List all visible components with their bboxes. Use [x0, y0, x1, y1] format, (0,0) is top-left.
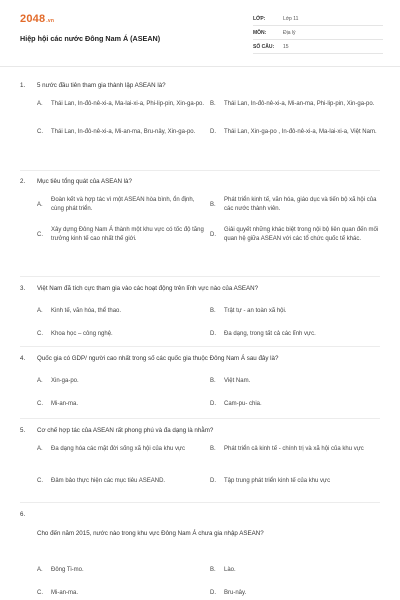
- option-text: Đoàn kết và hợp tác vì một ASEAN hòa bình, ổn định, cùng phát triển.: [51, 197, 195, 212]
- option-letter: B.: [210, 101, 216, 107]
- option-b[interactable]: [210, 307, 382, 316]
- question-1: [20, 81, 380, 160]
- option-text: Phát triển cả kinh tế - chính trị và xã hội của khu vực: [224, 446, 364, 452]
- meta-value: Địa lý: [283, 29, 296, 36]
- meta-label: MÔN:: [253, 29, 267, 36]
- option-text: Mi-an-ma.: [51, 590, 79, 596]
- option-letter: D.: [210, 590, 216, 596]
- option-c[interactable]: [37, 477, 209, 486]
- option-c[interactable]: [37, 400, 209, 409]
- question-text: Việt Nam đã tích cực tham gia vào các hoạt động trên lĩnh vực nào của ASEAN?: [37, 285, 259, 292]
- option-b[interactable]: [210, 445, 382, 454]
- info-panel: [253, 12, 383, 54]
- option-c[interactable]: [37, 330, 209, 339]
- option-c[interactable]: [37, 128, 209, 137]
- option-text: Đa dạng hóa các mặt đời sống xã hội của khu vực: [51, 446, 186, 452]
- option-letter: B.: [210, 567, 216, 573]
- option-d[interactable]: [210, 330, 382, 339]
- meta-label: SỐ CÂU:: [253, 43, 275, 50]
- meta-value: 15: [283, 43, 289, 50]
- option-letter: D.: [210, 231, 216, 238]
- logo-text: 2048: [20, 13, 46, 25]
- header-divider: [0, 66, 400, 67]
- option-text: Tập trung phát triển kinh tế của khu vực: [224, 478, 331, 484]
- option-letter: D.: [210, 401, 216, 407]
- question-text: Cho đến năm 2015, nước nào trong khu vực Đông Nam Á chưa gia nhập ASEAN?: [37, 530, 264, 537]
- option-b[interactable]: [210, 100, 382, 109]
- option-c[interactable]: [37, 589, 209, 598]
- option-letter: B.: [210, 201, 216, 208]
- option-text: Đảm bảo thực hiện các mục tiêu ASEAND.: [51, 478, 166, 484]
- option-d[interactable]: [210, 128, 382, 137]
- page-header: [0, 0, 400, 62]
- option-letter: A.: [37, 567, 43, 573]
- question-number: 2.: [20, 178, 26, 185]
- option-c[interactable]: [37, 226, 209, 244]
- option-a[interactable]: [37, 196, 209, 214]
- option-b[interactable]: [210, 377, 382, 386]
- question-3: [20, 284, 380, 343]
- question-6: [20, 510, 380, 600]
- question-number: 4.: [20, 355, 26, 362]
- option-text: Thái Lan, In-đô-nê-xi-a, Ma-lai-xi-a, Phi-lip-pin, Xin-ga-po.: [51, 101, 205, 107]
- option-a[interactable]: [37, 100, 209, 109]
- question-number: 3.: [20, 285, 26, 292]
- option-letter: B.: [210, 308, 216, 314]
- question-4: [20, 354, 380, 413]
- meta-label: LỚP:: [253, 15, 266, 22]
- page-title: Hiệp hội các nước Đông Nam Á (ASEAN): [20, 34, 161, 43]
- question-number: 1.: [20, 82, 26, 89]
- question-divider: [20, 502, 380, 503]
- question-number: 6.: [20, 511, 26, 518]
- option-letter: C.: [37, 331, 43, 337]
- option-text: Mi-an-ma.: [51, 401, 79, 407]
- option-letter: B.: [210, 446, 216, 452]
- meta-row-count: [253, 40, 383, 54]
- option-text: Lào.: [224, 567, 236, 573]
- option-text: Bru-nây.: [224, 590, 247, 596]
- option-d[interactable]: [210, 477, 382, 486]
- question-5: [20, 426, 380, 495]
- option-a[interactable]: [37, 377, 209, 386]
- option-letter: C.: [37, 129, 43, 135]
- option-text: Kinh tế, văn hóa, thể thao.: [51, 308, 122, 314]
- meta-row-subject: [253, 26, 383, 40]
- option-letter: C.: [37, 590, 43, 596]
- question-divider: [20, 418, 380, 419]
- option-text: Khoa học – công nghệ.: [51, 331, 113, 337]
- option-letter: D.: [210, 478, 216, 484]
- option-letter: D.: [210, 129, 216, 135]
- option-text: Thái Lan, In-đô-nê-xi-a, Mi-an-ma, Phi-lip-pin, Xin-ga-po.: [224, 101, 375, 107]
- option-letter: C.: [37, 231, 43, 238]
- question-text: 5 nước đầu tiên tham gia thành lập ASEAN là?: [37, 82, 166, 89]
- option-a[interactable]: [37, 445, 209, 454]
- option-d[interactable]: [210, 589, 382, 598]
- option-text: Thái Lan, Xin-ga-po , In-đô-nê-xi-a, Ma-lai-xi-a, Việt Nam.: [224, 129, 377, 135]
- option-letter: A.: [37, 378, 43, 384]
- option-text: Đa dạng, trong tất cả các lĩnh vực.: [224, 331, 316, 337]
- option-b[interactable]: [210, 196, 382, 214]
- option-letter: B.: [210, 378, 216, 384]
- option-text: Việt Nam.: [224, 378, 251, 384]
- option-a[interactable]: [37, 566, 209, 575]
- option-a[interactable]: [37, 307, 209, 316]
- option-text: Cam-pu- chia.: [224, 401, 262, 407]
- option-text: Xây dựng Đông Nam Á thành một khu vực có tốc độ tăng trưởng kinh tế cao nhất thế giới.: [51, 227, 204, 242]
- question-number: 5.: [20, 427, 26, 434]
- question-text: Cơ chế hợp tác của ASEAN rất phong phú và đa dạng là nhằm?: [37, 427, 214, 434]
- question-divider: [20, 170, 380, 171]
- option-text: Trật tự - an toàn xã hội.: [224, 308, 287, 314]
- option-text: Đông Ti-mo.: [51, 567, 84, 573]
- option-text: Xin-ga-po.: [51, 378, 79, 384]
- option-d[interactable]: [210, 400, 382, 409]
- question-divider: [20, 346, 380, 347]
- question-text: Quốc gia có GDP/ người cao nhất trong số các quốc gia thuộc Đông Nam Á sau đây là?: [37, 355, 279, 362]
- meta-value: Lớp 11: [283, 15, 299, 22]
- option-d[interactable]: [210, 226, 382, 244]
- question-2: [20, 177, 380, 276]
- option-letter: A.: [37, 446, 43, 452]
- logo-suffix: .vn: [46, 18, 55, 24]
- option-letter: C.: [37, 401, 43, 407]
- question-divider: [20, 276, 380, 277]
- meta-row-class: [253, 12, 383, 26]
- site-logo[interactable]: [20, 13, 54, 25]
- option-b[interactable]: [210, 566, 382, 575]
- option-text: Giải quyết những khác biệt trong nội bộ liên quan đến mối quan hệ giữa ASEAN với các tổ chức quốc tế khác.: [224, 227, 379, 242]
- option-letter: A.: [37, 308, 43, 314]
- option-letter: A.: [37, 101, 43, 107]
- question-text: Mục tiêu tổng quát của ASEAN là?: [37, 178, 132, 185]
- option-text: Phát triển kinh tế, văn hóa, giáo dục và tiến bộ xã hội của các nước thành viên.: [224, 197, 377, 212]
- option-text: Thái Lan, In-đô-nê-xi-a, Mi-an-ma, Bru-nây, Xin-ga-po.: [51, 129, 196, 135]
- option-letter: A.: [37, 201, 43, 208]
- option-letter: C.: [37, 478, 43, 484]
- option-letter: D.: [210, 331, 216, 337]
